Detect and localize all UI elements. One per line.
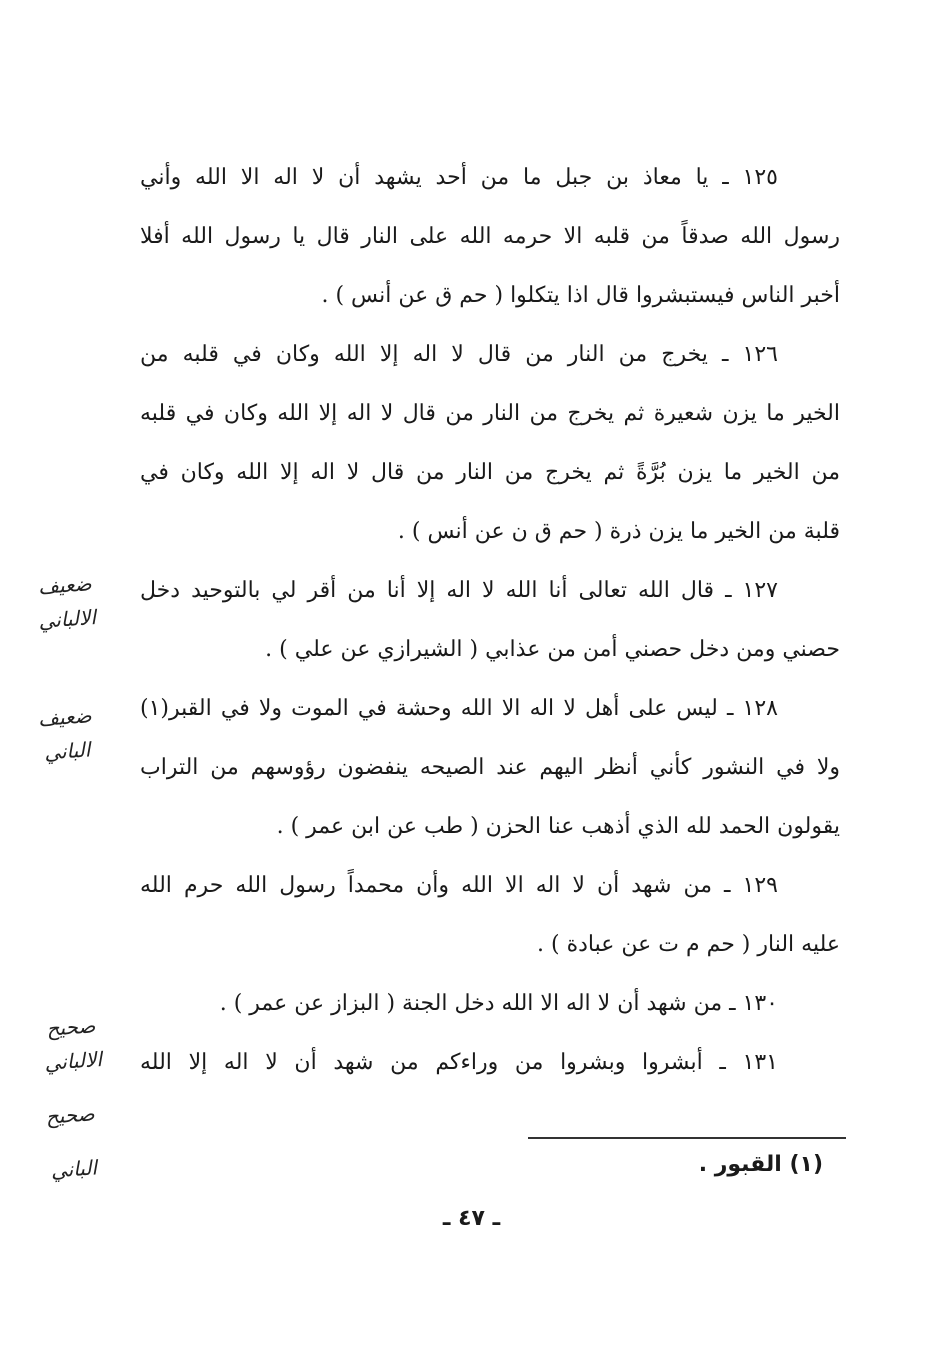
page-number: ـ ٤٧ ـ	[442, 1206, 501, 1231]
footnote: (١) القبور .	[698, 1152, 823, 1177]
hadith-126-line-1: ١٢٦ ـ يخرج من النار من قال لا اله إلا الله وكان في قلبه من	[140, 342, 778, 367]
margin-note-grade: ضعيف	[37, 571, 93, 599]
margin-note-source: الالباني	[37, 604, 97, 633]
hadith-126-line-3: من الخير ما يزن بُرَّةً ثم يخرج من النار من قال لا اله إلا الله وكان في	[140, 460, 840, 485]
margin-note-130	[12, 1006, 132, 1082]
hadith-128-line-2: ولا في النشور كأني أنظر اليهم عند الصيحه ينفضون رؤوسهم من التراب	[140, 755, 840, 780]
hadith-126-line-4: قلبة من الخير ما يزن ذرة ( حم ق ن عن أنس ) .	[397, 519, 840, 544]
footnote-separator	[528, 1137, 846, 1139]
hadith-131-line-1: ١٣١ ـ أبشروا وبشروا من وراءكم من شهد أن لا اله إلا الله	[140, 1050, 778, 1075]
hadith-129-line-1: ١٢٩ ـ من شهد أن لا اله الا الله وأن محمداً رسول الله حرم الله	[140, 873, 778, 898]
hadith-125-line-2: رسول الله صدقاً من قلبه الا حرمه الله على النار قال يا رسول الله أفلا	[140, 224, 840, 249]
margin-note-source: الباني	[50, 1155, 98, 1183]
hadith-125-line-3: أخبر الناس فيستبشروا قال اذا يتكلوا ( حم ق عن أنس ) .	[321, 283, 840, 308]
hadith-text-block	[140, 148, 840, 1092]
margin-note-grade: ضعيف	[37, 703, 93, 731]
margin-note-grade: صحيح	[45, 1013, 97, 1041]
hadith-126-line-2: الخير ما يزن شعيرة ثم يخرج من النار من قال لا اله إلا الله وكان في قلبه	[140, 401, 840, 426]
margin-note-128	[4, 696, 128, 772]
margin-note-source: الالباني	[43, 1046, 103, 1075]
hadith-128-line-3: يقولون الحمد لله الذي أذهب عنا الحزن ( طب عن ابن عمر ) .	[276, 814, 840, 839]
hadith-127-line-1: ١٢٧ ـ قال الله تعالى أنا الله لا اله إلا أنا من أقر لي بالتوحيد دخل	[140, 578, 778, 603]
margin-note-127	[2, 564, 130, 640]
hadith-127-line-2: حصني ومن دخل حصني أمن من عذابي ( الشيرازي عن علي ) .	[265, 637, 840, 662]
hadith-129-line-2: عليه النار ( حم م ت عن عبادة ) .	[537, 932, 840, 957]
hadith-130-line-1: ١٣٠ ـ من شهد أن لا اله الا الله دخل الجنة ( البزاز عن عمر ) .	[219, 991, 778, 1016]
margin-note-131	[10, 1084, 133, 1200]
margin-note-grade: صحيح	[44, 1101, 96, 1129]
margin-note-source: الباني	[43, 737, 91, 765]
hadith-125-line-1: ١٢٥ ـ يا معاذ بن جبل ما من أحد يشهد أن لا اله الا الله وأني	[140, 165, 778, 190]
hadith-128-line-1: ١٢٨ ـ ليس على أهل لا اله الا الله وحشة في الموت ولا في القبر(١)	[140, 696, 778, 721]
